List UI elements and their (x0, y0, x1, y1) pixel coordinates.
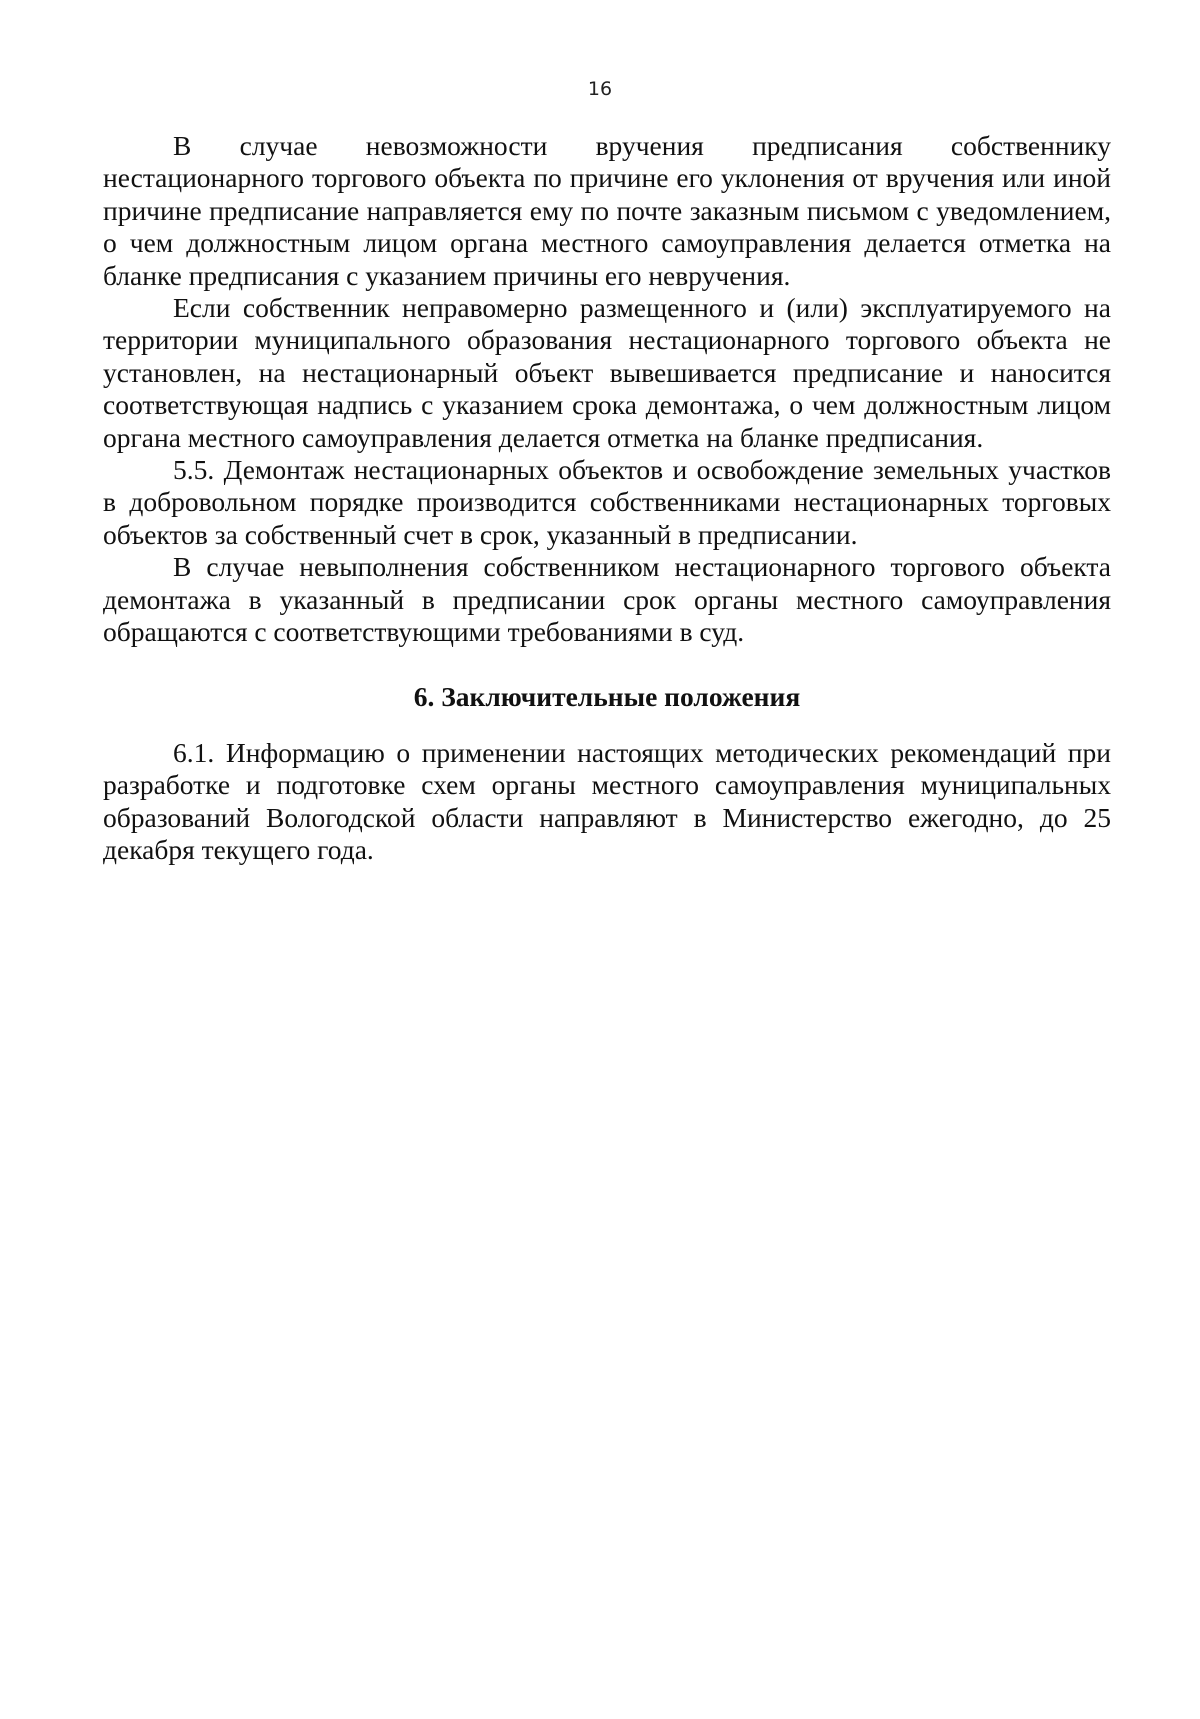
paragraph-owner-not-established: Если собственник неправомерно размещенного и (или) эксплуатируемого на территории муниципального образования нестационарного торгового объекта не установлен, на нестационарный объект вывешивается предписание и наносится соответствующая надпись с указанием срока демонтажа, о чем должностным лицом органа местного самоуправления делается отметка на бланке предписания. (103, 292, 1111, 453)
paragraph-6-1-reporting: 6.1. Информацию о применении настоящих методических рекомендаций при разработке и подготовке схем органы местного самоуправления муниципальных образований Вологодской области направляют в Министерство ежегодно, до 25 декабря текущего года. (103, 736, 1111, 866)
paragraph-5-5-voluntary-dismantling: 5.5. Демонтаж нестационарных объектов и освобождение земельных участков в добровольном порядке производится собственниками нестационарных торговых объектов за собственный счет в срок, указанный в предписании. (103, 454, 1111, 550)
page-number: 16 (587, 78, 613, 100)
paragraph-service-by-mail: В случае невозможности вручения предписания собственнику нестационарного торгового объекта по причине его уклонения от вручения или иной причине предписание направляется ему по почте заказным письмом с уведомлением, о чем должностным лицом органа местного самоуправления делается отметка на бланке предписания с указанием причины его невручения. (103, 130, 1111, 291)
document-body (103, 130, 1111, 867)
section-heading-final-provisions: 6. Заключительные положения (413, 680, 801, 712)
paragraph-court-claims: В случае невыполнения собственником нестационарного торгового объекта демонтажа в указанный в предписании срок органы местного самоуправления обращаются с соответствующими требованиями в суд. (103, 551, 1111, 648)
